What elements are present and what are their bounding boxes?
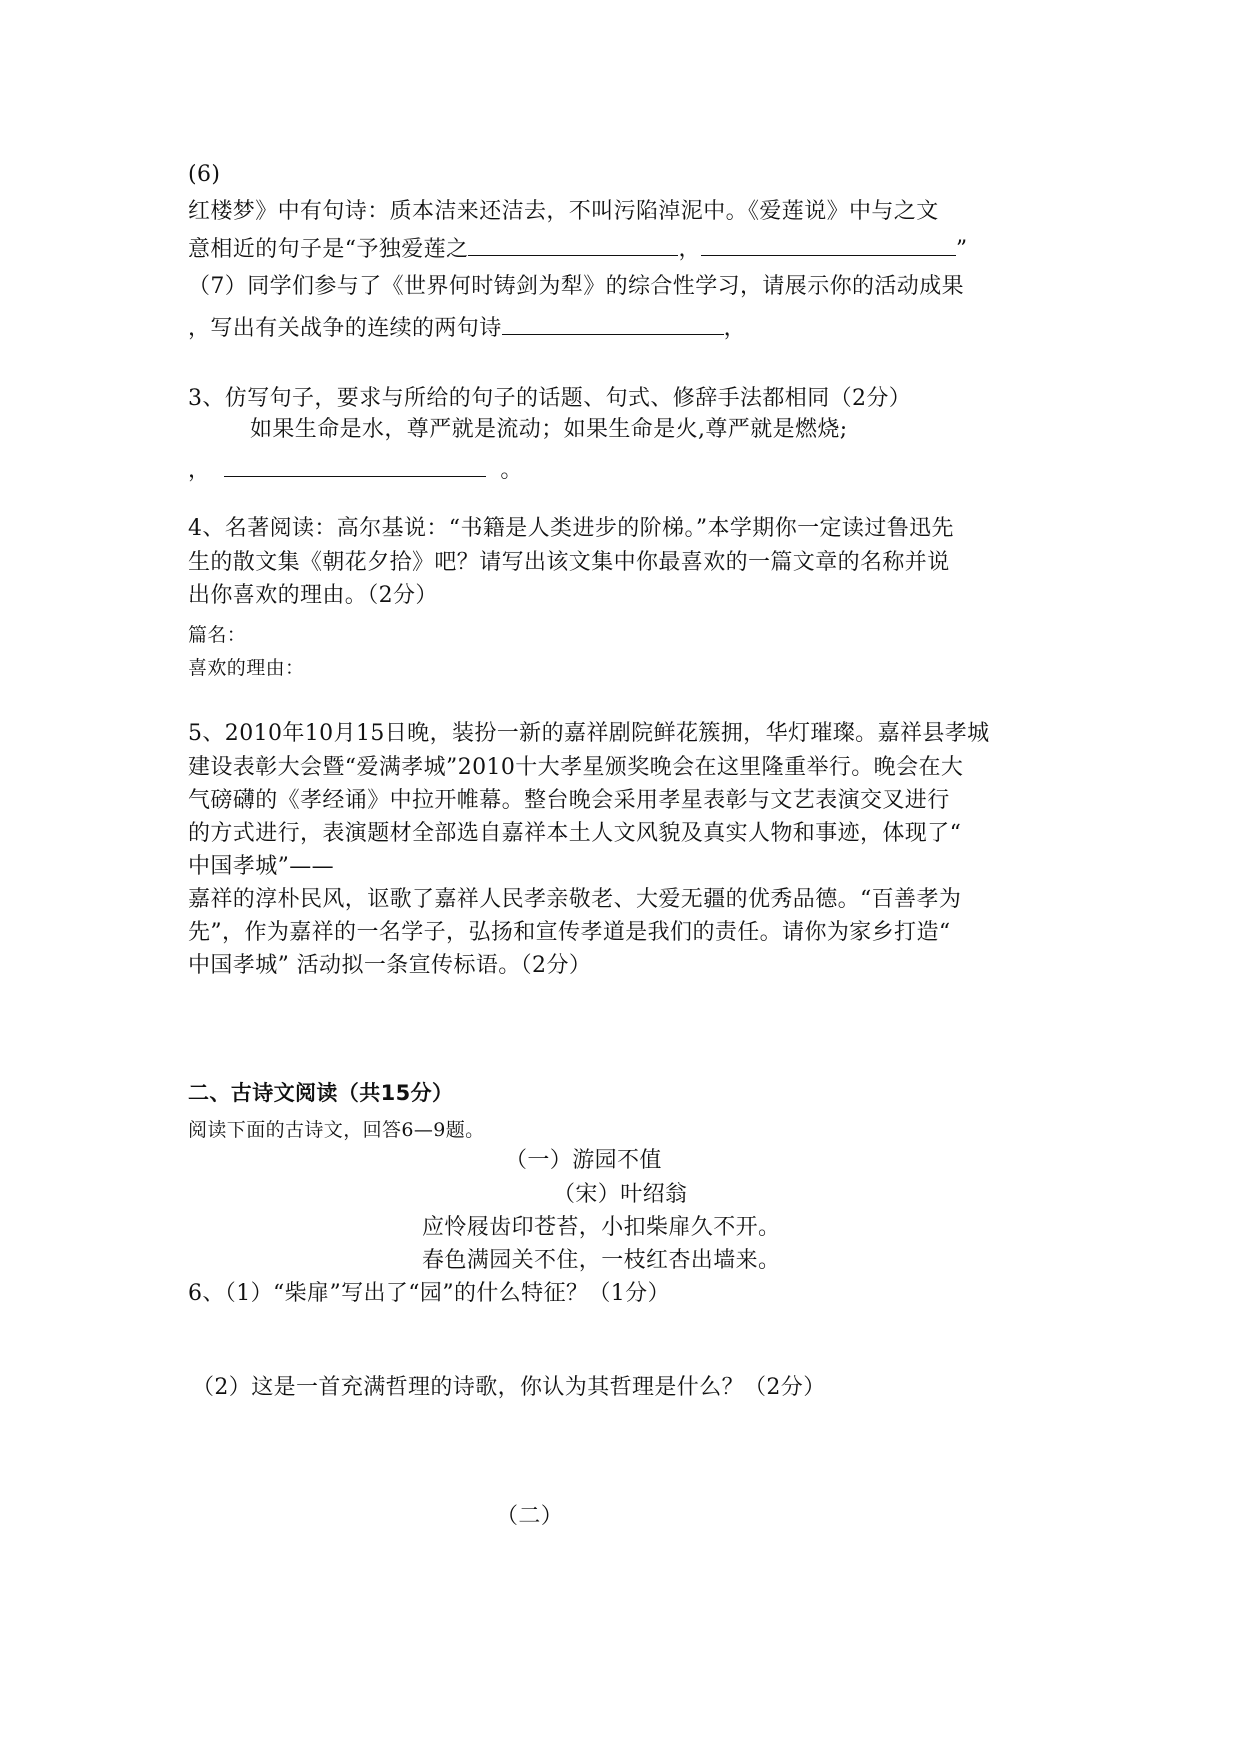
part2-title: （二） — [496, 1504, 564, 1529]
q5-line4: 的方式进行，表演题材全部选自嘉祥本土人文风貌及真实人物和事迹，体现了“ — [188, 821, 962, 846]
item7-line2 — [188, 312, 746, 344]
q6-part1: 6、（1）“柴扉”写出了“园”的什么特征？（1分） — [188, 1281, 670, 1306]
poem-line-2: 春色满园关不住，一枝红杏出墙来。 — [422, 1248, 781, 1273]
q5-line8: 中国孝城” 活动拟一条宣传标语。（2分） — [188, 953, 592, 978]
item7-comma: ， — [723, 316, 747, 341]
q5-line3: 气磅礴的《孝经诵》中拉开帷幕。整台晚会采用孝星表彰与文艺表演交叉进行 — [188, 788, 950, 813]
section-heading: 二、古诗文阅读（共15分） — [188, 1081, 454, 1105]
poem-author: （宋）叶绍翁 — [553, 1182, 688, 1207]
q3-period: 。 — [500, 458, 523, 483]
q5-line7: 先”，作为嘉祥的一名学子，弘扬和宣传孝道是我们的责任。请你为家乡打造“ — [188, 920, 951, 945]
item6-line2 — [188, 233, 968, 265]
item6-quote-close: ” — [955, 237, 968, 262]
item6-prompt: 意相近的句子是“予独爱莲之 — [188, 237, 469, 262]
poem-line-1: 应怜屐齿印苍苔，小扣柴扉久不开。 — [422, 1215, 781, 1240]
item7-prompt: ，写出有关战争的连续的两句诗 — [188, 316, 502, 341]
q3-example: 如果生命是水，尊严就是流动；如果生命是火,尊严就是燃烧; — [250, 417, 848, 442]
item6-comma: ， — [678, 237, 701, 262]
q3-title: 3、仿写句子，要求与所给的句子的话题、句式、修辞手法都相同（2分） — [188, 386, 912, 411]
poem-title: （一）游园不值 — [505, 1148, 662, 1173]
q3-answer-line — [188, 454, 523, 486]
answer-blank-6b[interactable] — [701, 233, 956, 256]
q4-line3: 出你喜欢的理由。（2分） — [188, 583, 438, 608]
section-instruction: 阅读下面的古诗文，回答6—9题。 — [188, 1119, 485, 1141]
q4-label-title: 篇名： — [188, 624, 247, 646]
q3-comma: ， — [188, 458, 211, 483]
item6-number: (6) — [188, 162, 221, 187]
q5-line1: 5、2010年10月15日晚，装扮一新的嘉祥剧院鲜花簇拥，华灯璀璨。嘉祥县孝城 — [188, 721, 990, 746]
q4-line1: 4、名著阅读：高尔基说：“书籍是人类进步的阶梯。”本学期你一定读过鲁迅先 — [188, 516, 954, 541]
q6-part2: （2）这是一首充满哲理的诗歌，你认为其哲理是什么？（2分） — [192, 1375, 826, 1400]
item7-line1: （7）同学们参与了《世界何时铸剑为犁》的综合性学习，请展示你的活动成果 — [188, 274, 964, 299]
q5-line6: 嘉祥的淳朴民风，讴歌了嘉祥人民孝亲敬老、大爱无疆的优秀品德。“百善孝为 — [188, 887, 962, 912]
q4-line2: 生的散文集《朝花夕拾》吧？请写出该文集中你最喜欢的一篇文章的名称并说 — [188, 550, 950, 575]
q4-label-reason: 喜欢的理由： — [188, 657, 305, 679]
answer-blank-3[interactable] — [224, 454, 486, 477]
answer-blank-7[interactable] — [502, 312, 724, 335]
item6-line1: 红楼梦》中有句诗：质本洁来还洁去，不叫污陷淖泥中。《爱莲说》中与之文 — [188, 199, 939, 224]
q5-line5: 中国孝城”—— — [188, 854, 335, 879]
q5-line2: 建设表彰大会暨“爱满孝城”2010十大孝星颁奖晚会在这里隆重举行。晚会在大 — [188, 755, 964, 780]
answer-blank-6a[interactable] — [468, 233, 678, 256]
